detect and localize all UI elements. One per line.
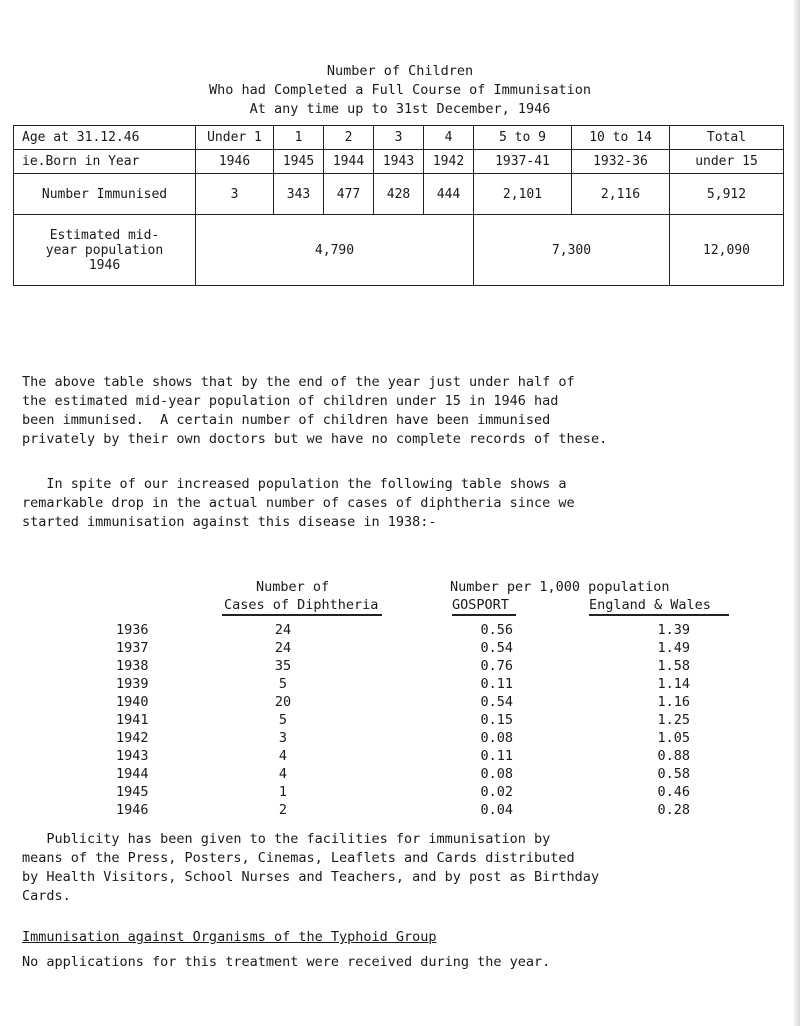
england-header: England & Wales: [589, 597, 711, 613]
table-row: [0, 765, 800, 783]
typhoid-heading: Immunisation against Organisms of the Typhoid Group: [22, 929, 437, 945]
england-rate-cell: 1.16: [657, 694, 690, 710]
cases-cell: 3: [278, 730, 288, 746]
paragraph-1: [22, 373, 792, 449]
gosport-rate-cell: 0.56: [480, 622, 513, 638]
estimated-under5-cell: 4,790: [196, 215, 474, 286]
year-cell: 1940: [116, 694, 149, 710]
age-cell: Under 1: [196, 126, 274, 150]
estimated-5to14-cell: 7,300: [474, 215, 670, 286]
gosport-rate-cell: 0.15: [480, 712, 513, 728]
age-cell: 1: [274, 126, 324, 150]
table-row: [0, 711, 800, 729]
born-year-cell: 1932-36: [572, 150, 670, 174]
paragraph-line: remarkable drop in the actual number of cases of diphtheria since we: [22, 495, 575, 511]
born-year-cell: 1942: [424, 150, 474, 174]
table-row: [0, 747, 800, 765]
paragraph-line: by Health Visitors, School Nurses and Teachers, and by post as Birthday: [22, 869, 600, 885]
born-year-cell: 1944: [324, 150, 374, 174]
age-cell: 10 to 14: [572, 126, 670, 150]
paragraph-line: Cards.: [22, 888, 71, 904]
page-edge-shadow: [794, 0, 800, 1026]
gosport-header: GOSPORT: [452, 597, 509, 613]
cases-cell: 24: [274, 640, 292, 656]
paragraph-line: The above table shows that by the end of the year just under half of: [22, 374, 575, 390]
title-line-2: Who had Completed a Full Course of Immunisation: [208, 82, 591, 98]
table-row-born-year: [14, 150, 784, 174]
england-rate-cell: 1.58: [657, 658, 690, 674]
table-row-immunised: [14, 174, 784, 215]
cases-header-line-2: Cases of Diphtheria: [224, 597, 379, 613]
title-line-3: At any time up to 31st December, 1946: [249, 101, 551, 117]
typhoid-section: [22, 928, 792, 972]
table-row: [0, 693, 800, 711]
immunised-cell: 3: [196, 174, 274, 215]
age-cell: 2: [324, 126, 374, 150]
england-rate-cell: 1.39: [657, 622, 690, 638]
cases-cell: 5: [278, 676, 288, 692]
year-cell: 1939: [116, 676, 149, 692]
cases-cell: 1: [278, 784, 288, 800]
document-title: [0, 62, 800, 119]
born-year-cell: 1943: [374, 150, 424, 174]
age-cell: 3: [374, 126, 424, 150]
table-row: [0, 675, 800, 693]
immunised-cell: 428: [374, 174, 424, 215]
typhoid-text: No applications for this treatment were received during the year.: [22, 954, 551, 970]
immunised-label: Number Immunised: [14, 174, 196, 215]
gosport-rate-cell: 0.54: [480, 640, 513, 656]
estimated-total-cell: 12,090: [670, 215, 784, 286]
paragraph-line: Publicity has been given to the facilities for immunisation by: [22, 831, 551, 847]
estimated-label: Estimated mid-year population 1946: [14, 215, 196, 286]
table-row: [0, 621, 800, 639]
gosport-rate-cell: 0.02: [480, 784, 513, 800]
paragraph-line: means of the Press, Posters, Cinemas, Leaflets and Cards distributed: [22, 850, 575, 866]
england-rate-cell: 0.88: [657, 748, 690, 764]
immunised-cell: 2,101: [474, 174, 572, 215]
immunised-cell: 343: [274, 174, 324, 215]
year-cell: 1944: [116, 766, 149, 782]
gosport-rate-cell: 0.76: [480, 658, 513, 674]
gosport-rate-cell: 0.11: [480, 748, 513, 764]
cases-cell: 2: [278, 802, 288, 818]
england-rate-cell: 0.58: [657, 766, 690, 782]
table-row: [0, 729, 800, 747]
england-rate-cell: 1.14: [657, 676, 690, 692]
immunised-cell: 5,912: [670, 174, 784, 215]
cases-cell: 4: [278, 766, 288, 782]
year-cell: 1943: [116, 748, 149, 764]
year-cell: 1938: [116, 658, 149, 674]
table-row: [0, 801, 800, 819]
age-header-label: Age at 31.12.46: [14, 126, 196, 150]
cases-header-underline: [222, 614, 382, 616]
england-rate-cell: 1.49: [657, 640, 690, 656]
age-cell: 4: [424, 126, 474, 150]
age-cell: Total: [670, 126, 784, 150]
paragraph-line: been immunised. A certain number of children have been immunised: [22, 412, 551, 428]
paragraph-line: In spite of our increased population the following table shows a: [22, 476, 567, 492]
born-year-header-label: ie.Born in Year: [14, 150, 196, 174]
year-cell: 1937: [116, 640, 149, 656]
year-cell: 1945: [116, 784, 149, 800]
rate-header-line-1: Number per 1,000 population: [450, 579, 670, 595]
paragraph-line: the estimated mid-year population of children under 15 in 1946 had: [22, 393, 559, 409]
table-row-estimated: [14, 215, 784, 286]
born-year-cell: under 15: [670, 150, 784, 174]
cases-cell: 4: [278, 748, 288, 764]
immunised-cell: 2,116: [572, 174, 670, 215]
age-cell: 5 to 9: [474, 126, 572, 150]
year-cell: 1946: [116, 802, 149, 818]
born-year-cell: 1945: [274, 150, 324, 174]
immunisation-table: [13, 125, 784, 286]
gosport-rate-cell: 0.08: [480, 766, 513, 782]
paragraph-line: privately by their own doctors but we have no complete records of these.: [22, 431, 608, 447]
cases-cell: 24: [274, 622, 292, 638]
england-rate-cell: 0.46: [657, 784, 690, 800]
paragraph-2: [22, 475, 792, 532]
immunised-cell: 444: [424, 174, 474, 215]
cases-cell: 35: [274, 658, 292, 674]
born-year-cell: 1946: [196, 150, 274, 174]
england-header-underline: [589, 614, 729, 616]
year-cell: 1941: [116, 712, 149, 728]
born-year-cell: 1937-41: [474, 150, 572, 174]
paragraph-3: [22, 830, 792, 906]
cases-header-line-1: Number of: [256, 579, 330, 595]
paragraph-line: started immunisation against this disease in 1938:-: [22, 514, 437, 530]
england-rate-cell: 0.28: [657, 802, 690, 818]
gosport-rate-cell: 0.11: [480, 676, 513, 692]
year-cell: 1942: [116, 730, 149, 746]
immunised-cell: 477: [324, 174, 374, 215]
gosport-rate-cell: 0.04: [480, 802, 513, 818]
gosport-rate-cell: 0.08: [480, 730, 513, 746]
table-row-ages: [14, 126, 784, 150]
england-rate-cell: 1.25: [657, 712, 690, 728]
gosport-header-underline: [452, 614, 516, 616]
cases-cell: 5: [278, 712, 288, 728]
england-rate-cell: 1.05: [657, 730, 690, 746]
gosport-rate-cell: 0.54: [480, 694, 513, 710]
table-row: [0, 639, 800, 657]
table-row: [0, 657, 800, 675]
cases-cell: 20: [274, 694, 292, 710]
title-line-1: Number of Children: [326, 63, 474, 79]
year-cell: 1936: [116, 622, 149, 638]
table-row: [0, 783, 800, 801]
